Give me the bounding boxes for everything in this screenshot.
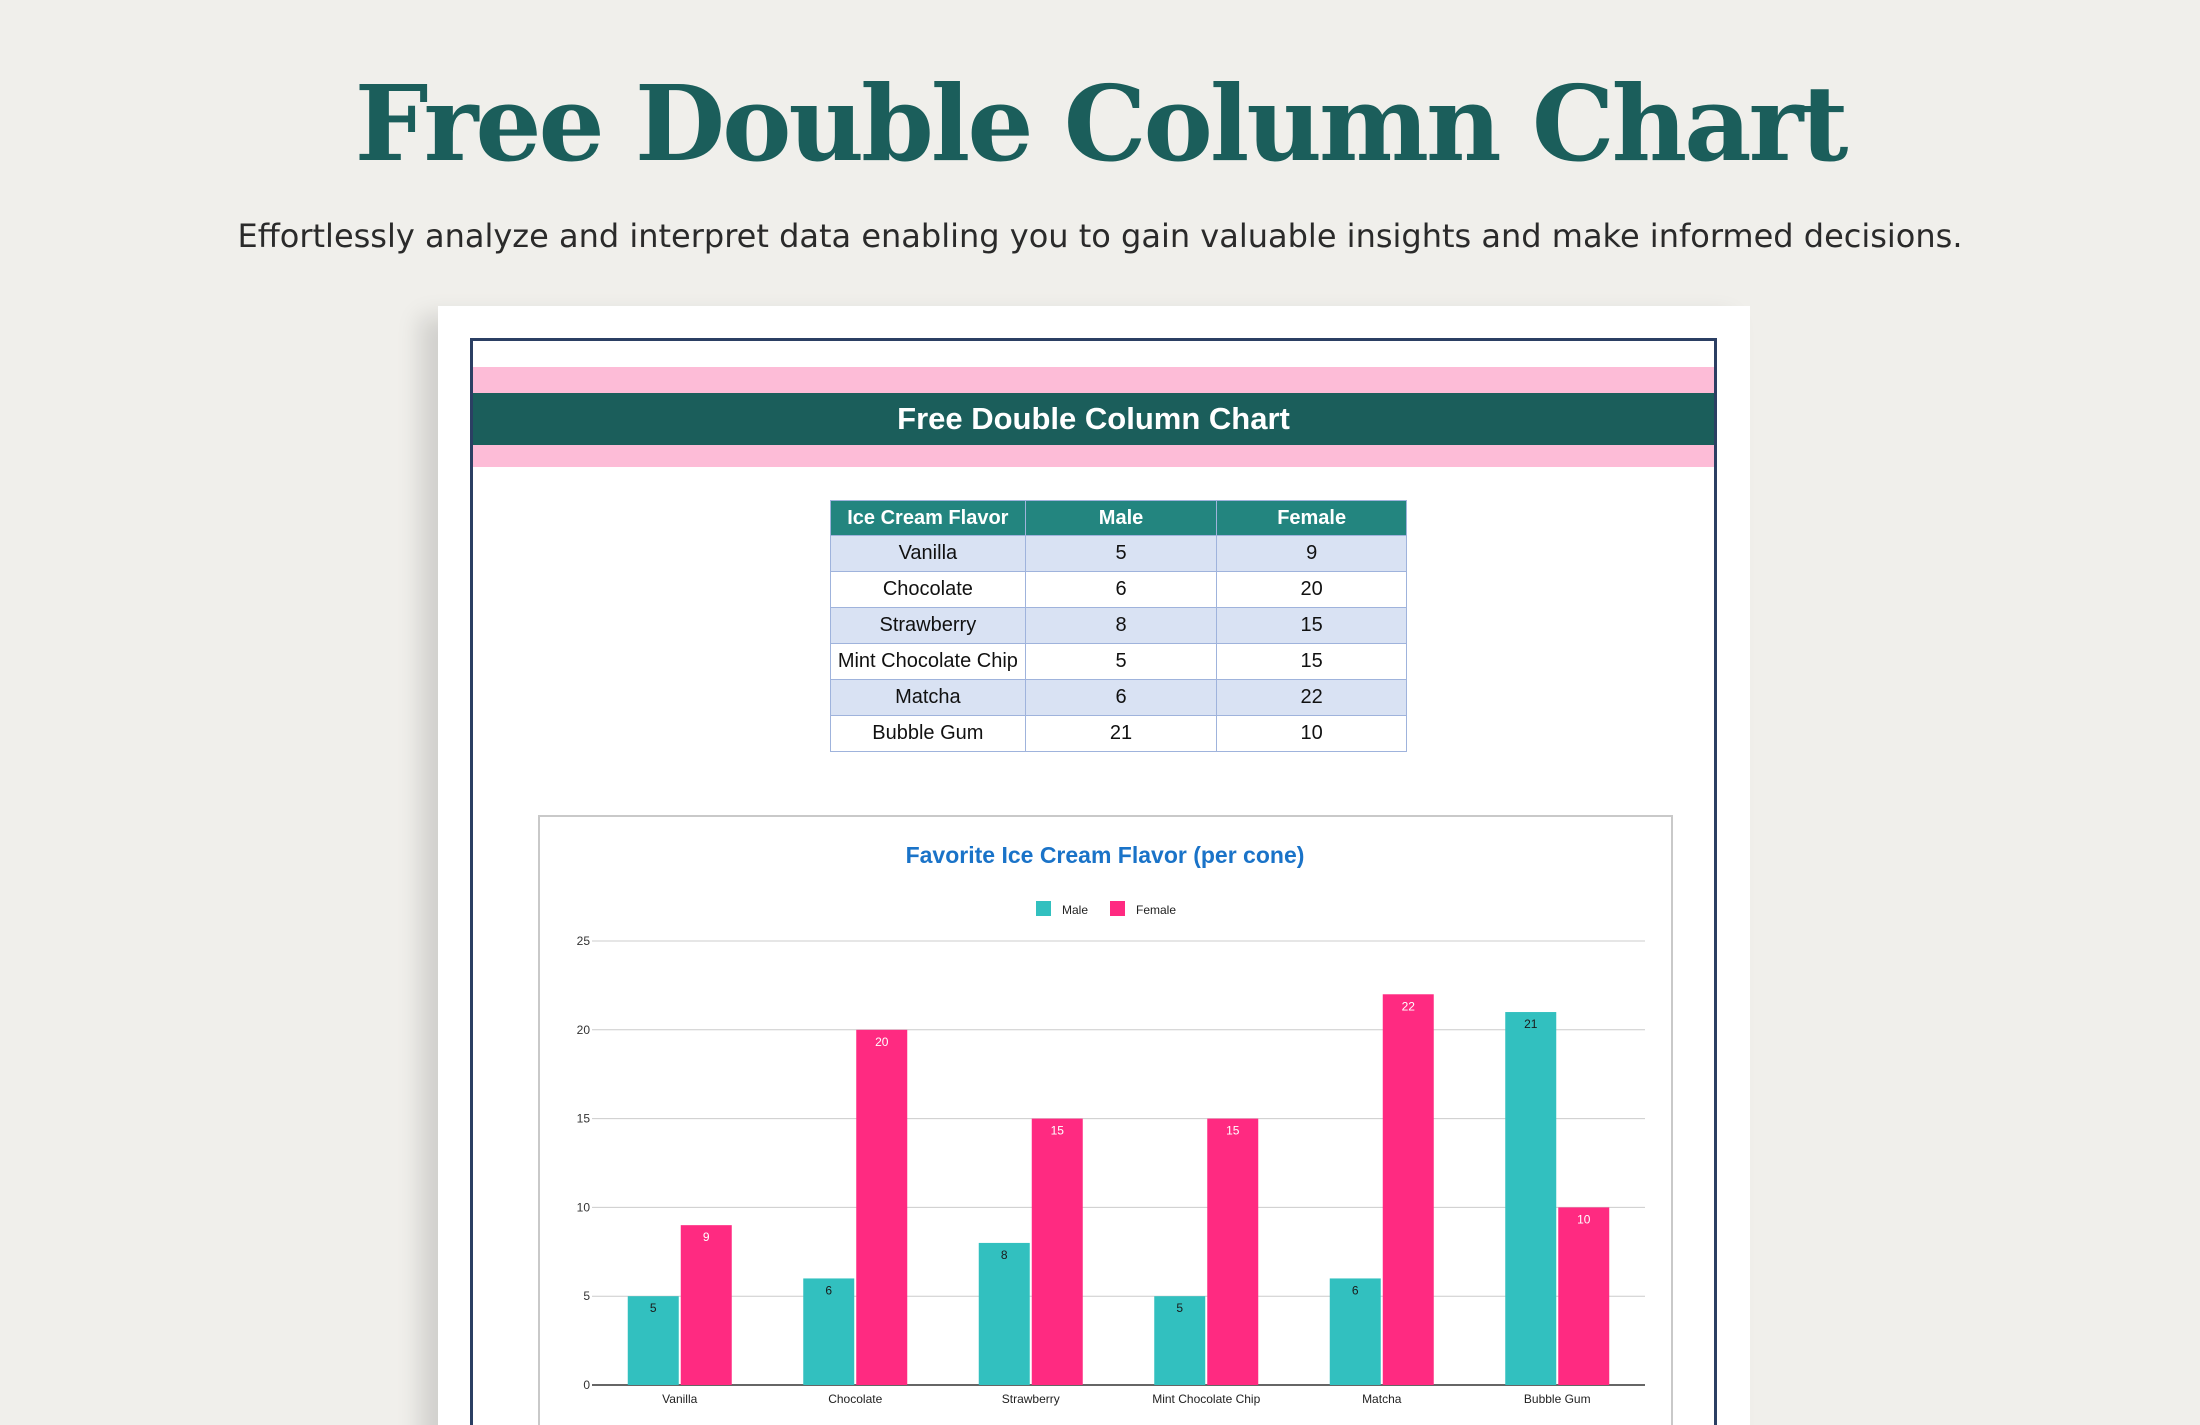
legend-swatch-female bbox=[1110, 901, 1125, 916]
data-label: 5 bbox=[1176, 1301, 1184, 1316]
x-tick-label: Vanilla bbox=[662, 1392, 698, 1406]
data-label: 9 bbox=[702, 1230, 710, 1245]
y-tick-label: 10 bbox=[576, 1200, 590, 1215]
column-header-male: Male bbox=[1025, 501, 1217, 536]
bar-female-5 bbox=[1558, 1207, 1609, 1385]
sheet-frame bbox=[470, 338, 1717, 1425]
sheet-banner: Free Double Column Chart bbox=[473, 393, 1714, 445]
table-cell: 21 bbox=[1025, 716, 1217, 752]
chart-gridlines bbox=[592, 941, 1645, 1385]
data-label: 22 bbox=[1401, 999, 1415, 1014]
y-tick-label: 15 bbox=[576, 1111, 590, 1126]
table-cell: 22 bbox=[1217, 680, 1407, 716]
table-cell: Chocolate bbox=[831, 572, 1026, 608]
data-label: 10 bbox=[1577, 1212, 1591, 1227]
table-cell: 6 bbox=[1025, 572, 1217, 608]
x-tick-label: Chocolate bbox=[828, 1392, 883, 1406]
column-header-female: Female bbox=[1217, 501, 1407, 536]
data-label: 20 bbox=[875, 1034, 889, 1049]
table-cell: 20 bbox=[1217, 572, 1407, 608]
bar-female-4 bbox=[1383, 994, 1434, 1385]
legend-swatch-male bbox=[1036, 901, 1051, 916]
legend-label-female: Female bbox=[1136, 903, 1177, 917]
table-cell: Bubble Gum bbox=[831, 716, 1026, 752]
x-tick-label: Matcha bbox=[1362, 1392, 1402, 1406]
bar-female-2 bbox=[1032, 1119, 1083, 1385]
data-label: 8 bbox=[1000, 1247, 1008, 1262]
chart-legend bbox=[1036, 901, 1176, 917]
page-title: Free Double Column Chart bbox=[354, 62, 1846, 185]
y-tick-label: 5 bbox=[583, 1289, 590, 1304]
table-cell: 9 bbox=[1217, 536, 1407, 572]
data-label: 6 bbox=[825, 1283, 833, 1298]
bar-male-2 bbox=[979, 1243, 1030, 1385]
chart-container bbox=[538, 815, 1673, 1425]
data-label: 6 bbox=[1351, 1283, 1359, 1298]
data-label: 5 bbox=[649, 1301, 657, 1316]
x-tick-label: Mint Chocolate Chip bbox=[1152, 1392, 1261, 1406]
table-cell: Matcha bbox=[831, 680, 1026, 716]
table-row bbox=[831, 572, 1407, 608]
data-table bbox=[830, 500, 1407, 752]
table-header-row bbox=[831, 501, 1407, 536]
x-tick-label: Strawberry bbox=[1001, 1392, 1060, 1406]
table-row bbox=[831, 716, 1407, 752]
x-axis-labels bbox=[662, 1392, 1590, 1406]
table-row bbox=[831, 608, 1407, 644]
column-chart bbox=[540, 817, 1671, 1425]
pink-band-top bbox=[473, 367, 1714, 393]
table-row bbox=[831, 680, 1407, 716]
table-cell: 5 bbox=[1025, 644, 1217, 680]
data-label: 15 bbox=[1050, 1123, 1064, 1138]
table-cell: 5 bbox=[1025, 536, 1217, 572]
pink-band-bottom bbox=[473, 445, 1714, 467]
document-page bbox=[438, 306, 1750, 1425]
bar-female-3 bbox=[1207, 1119, 1258, 1385]
table-cell: 15 bbox=[1217, 644, 1407, 680]
column-header-flavor: Ice Cream Flavor bbox=[831, 501, 1026, 536]
table-cell: 15 bbox=[1217, 608, 1407, 644]
table-cell: Mint Chocolate Chip bbox=[831, 644, 1026, 680]
table-cell: Strawberry bbox=[831, 608, 1026, 644]
data-label: 15 bbox=[1226, 1123, 1240, 1138]
table-cell: 10 bbox=[1217, 716, 1407, 752]
legend-label-male: Male bbox=[1062, 903, 1089, 917]
chart-title: Favorite Ice Cream Flavor (per cone) bbox=[905, 842, 1305, 868]
bar-female-0 bbox=[681, 1225, 732, 1385]
x-tick-label: Bubble Gum bbox=[1523, 1392, 1591, 1406]
y-tick-label: 0 bbox=[583, 1378, 590, 1392]
bar-female-1 bbox=[856, 1030, 907, 1385]
table-cell: 8 bbox=[1025, 608, 1217, 644]
y-axis-ticks bbox=[577, 934, 591, 1392]
chart-bars bbox=[628, 994, 1610, 1385]
y-tick-label: 20 bbox=[576, 1022, 590, 1037]
table-row bbox=[831, 644, 1407, 680]
bar-male-5 bbox=[1505, 1012, 1556, 1385]
table-row bbox=[831, 536, 1407, 572]
table-cell: Vanilla bbox=[831, 536, 1026, 572]
page-subtitle: Effortlessly analyze and interpret data enabling you to gain valuable insights and make informed decisions. bbox=[237, 217, 1963, 255]
table-cell: 6 bbox=[1025, 680, 1217, 716]
data-label: 21 bbox=[1524, 1017, 1538, 1032]
y-tick-label: 25 bbox=[576, 934, 590, 948]
